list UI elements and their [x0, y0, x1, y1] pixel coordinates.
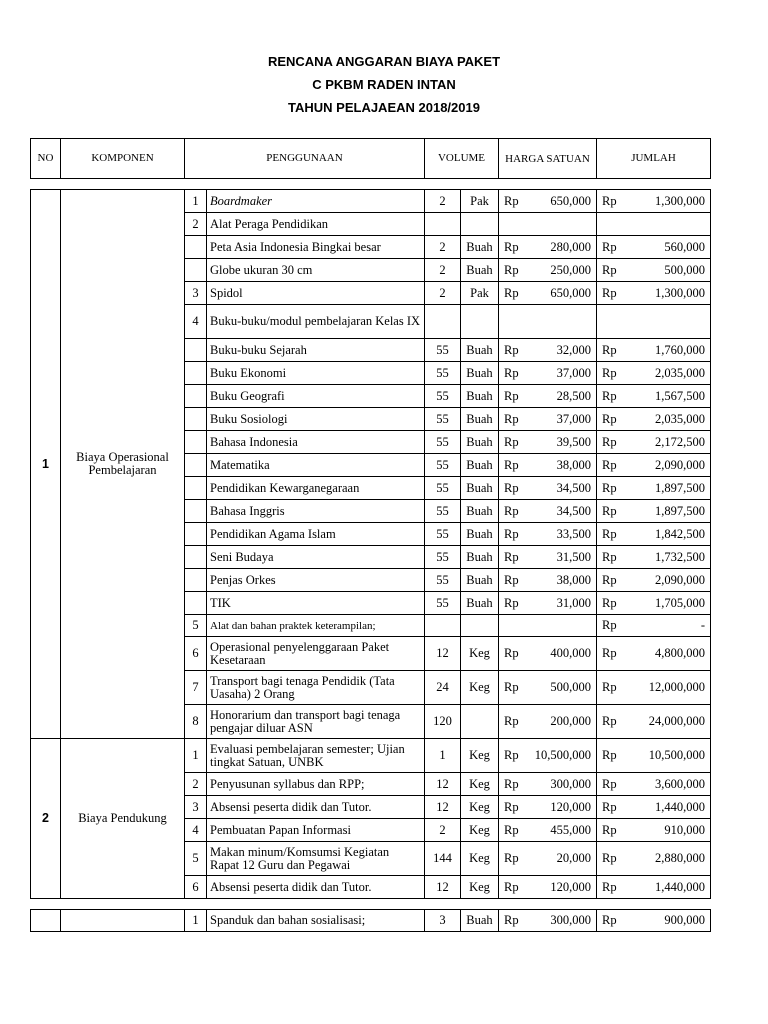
item-number: [185, 500, 207, 523]
harga-value: 300,000: [550, 776, 591, 791]
item-harga-satuan: [499, 459, 596, 472]
item-number: [185, 569, 207, 592]
currency-label: Rp: [504, 457, 519, 472]
jumlah-value: 1,440,000: [655, 799, 705, 814]
item-harga-satuan: [499, 482, 596, 495]
harga-value: 650,000: [550, 285, 591, 300]
item-jumlah: [597, 459, 710, 472]
item-description: Penjas Orkes: [207, 569, 425, 592]
item-description: Pendidikan Agama Islam: [207, 523, 425, 546]
item-description: Absensi peserta didik dan Tutor.: [207, 876, 425, 899]
group-komponen: Biaya Pendukung: [61, 739, 185, 899]
item-unit: Buah: [461, 569, 499, 592]
currency-label: Rp: [504, 526, 519, 541]
harga-value: 34,500: [556, 503, 591, 518]
budget-table: [30, 138, 711, 932]
item-jumlah: [597, 551, 710, 564]
jumlah-value: 2,880,000: [655, 851, 705, 865]
item-harga-satuan: [499, 551, 596, 564]
jumlah-value: 12,000,000: [648, 680, 705, 694]
item-description: Matematika: [207, 454, 425, 477]
table-row: [31, 190, 711, 213]
item-description: Honorarium dan transport bagi tenaga pengajar diluar ASN: [207, 705, 425, 739]
item-volume: 144: [425, 842, 461, 876]
header-penggunaan: PENGGUNAAN: [185, 139, 425, 179]
currency-label: Rp: [602, 342, 617, 357]
currency-label: Rp: [602, 388, 617, 403]
item-unit: [461, 705, 499, 739]
item-jumlah: [597, 413, 710, 426]
item-description: Transport bagi tenaga Pendidik (Tata Uasaha) 2 Orang: [207, 671, 425, 705]
harga-value: 31,000: [556, 595, 591, 610]
item-number: [185, 362, 207, 385]
currency-label: Rp: [504, 239, 519, 254]
currency-label: Rp: [504, 646, 519, 660]
item-jumlah: [597, 482, 710, 495]
item-volume: 12: [425, 796, 461, 819]
item-volume: [425, 615, 461, 637]
table-header-row: [31, 139, 711, 179]
jumlah-value: 10,500,000: [648, 748, 705, 762]
currency-label: Rp: [504, 776, 519, 791]
jumlah-value: 1,897,500: [655, 503, 705, 518]
group-number: 2: [31, 739, 61, 899]
item-description: Spanduk dan bahan sosialisasi;: [207, 910, 425, 932]
header-harga-satuan: HARGA SATUAN: [499, 139, 597, 179]
jumlah-value: 1,897,500: [655, 480, 705, 495]
group-number: [31, 910, 61, 932]
jumlah-value: 1,760,000: [655, 342, 705, 357]
item-unit: Buah: [461, 362, 499, 385]
group-komponen: Biaya Operasional Pembelajaran: [61, 190, 185, 739]
item-description: Seni Budaya: [207, 546, 425, 569]
item-description: Absensi peserta didik dan Tutor.: [207, 796, 425, 819]
currency-label: Rp: [602, 285, 617, 300]
item-jumlah: [597, 241, 710, 254]
item-jumlah: [597, 344, 710, 357]
item-unit: [461, 615, 499, 637]
harga-value: 37,000: [556, 365, 591, 380]
item-volume: 55: [425, 408, 461, 431]
item-harga-satuan: [499, 436, 596, 449]
item-jumlah: [597, 574, 710, 587]
item-volume: 120: [425, 705, 461, 739]
item-jumlah: [597, 852, 710, 865]
item-volume: 2: [425, 259, 461, 282]
item-unit: Keg: [461, 739, 499, 773]
header-komponen: KOMPONEN: [61, 139, 185, 179]
item-description: Buku Sosiologi: [207, 408, 425, 431]
item-number: 1: [185, 190, 207, 213]
item-description: Penyusunan syllabus dan RPP;: [207, 773, 425, 796]
item-jumlah: [597, 390, 710, 403]
table-row: [31, 910, 711, 932]
currency-label: Rp: [504, 503, 519, 518]
currency-label: Rp: [504, 595, 519, 610]
item-harga-satuan: [499, 505, 596, 518]
item-description: Peta Asia Indonesia Bingkai besar: [207, 236, 425, 259]
item-unit: Buah: [461, 454, 499, 477]
currency-label: Rp: [602, 851, 617, 865]
item-description: Bahasa Inggris: [207, 500, 425, 523]
currency-label: Rp: [602, 714, 617, 728]
item-harga-satuan: [499, 715, 596, 728]
harga-value: 34,500: [556, 480, 591, 495]
jumlah-value: 560,000: [664, 239, 705, 254]
currency-label: Rp: [602, 262, 617, 277]
item-unit: Buah: [461, 592, 499, 615]
item-description: Pembuatan Papan Informasi: [207, 819, 425, 842]
item-harga-satuan: [499, 801, 596, 814]
item-unit: Buah: [461, 910, 499, 932]
item-harga-satuan: [499, 287, 596, 300]
item-volume: 55: [425, 592, 461, 615]
item-harga-satuan: [499, 413, 596, 426]
item-number: 4: [185, 305, 207, 339]
item-unit: Buah: [461, 477, 499, 500]
item-volume: 55: [425, 362, 461, 385]
harga-value: 650,000: [550, 193, 591, 208]
jumlah-value: 1,842,500: [655, 526, 705, 541]
currency-label: Rp: [504, 434, 519, 449]
item-number: 5: [185, 615, 207, 637]
item-description: Globe ukuran 30 cm: [207, 259, 425, 282]
item-jumlah: [597, 914, 710, 927]
jumlah-value: 3,600,000: [655, 776, 705, 791]
jumlah-value: 1,732,500: [655, 549, 705, 564]
jumlah-value: 2,035,000: [655, 365, 705, 380]
currency-label: Rp: [504, 285, 519, 300]
item-volume: 2: [425, 819, 461, 842]
header-gap: [31, 179, 711, 190]
item-jumlah: [597, 264, 710, 277]
harga-value: 39,500: [556, 434, 591, 449]
item-number: 5: [185, 842, 207, 876]
currency-label: Rp: [602, 457, 617, 472]
item-unit: Buah: [461, 339, 499, 362]
item-number: 2: [185, 773, 207, 796]
jumlah-value: 500,000: [664, 262, 705, 277]
table-row: [31, 739, 711, 773]
item-harga-satuan: [499, 574, 596, 587]
item-unit: Pak: [461, 190, 499, 213]
item-harga-satuan: [499, 681, 596, 694]
currency-label: Rp: [504, 365, 519, 380]
item-number: [185, 236, 207, 259]
item-jumlah: [597, 647, 710, 660]
item-unit: Buah: [461, 385, 499, 408]
currency-label: Rp: [602, 748, 617, 762]
item-number: [185, 477, 207, 500]
item-harga-satuan: [499, 367, 596, 380]
item-jumlah: [597, 778, 710, 791]
jumlah-value: 2,035,000: [655, 411, 705, 426]
harga-value: 31,500: [556, 549, 591, 564]
item-jumlah: [597, 715, 710, 728]
item-harga-satuan: [499, 528, 596, 541]
currency-label: Rp: [602, 776, 617, 791]
harga-value: 33,500: [556, 526, 591, 541]
harga-value: 455,000: [550, 822, 591, 837]
jumlah-value: 1,300,000: [655, 285, 705, 300]
jumlah-value: 1,705,000: [655, 595, 705, 610]
item-number: 2: [185, 213, 207, 236]
item-number: 3: [185, 282, 207, 305]
item-unit: [461, 213, 499, 236]
item-harga-satuan: [499, 749, 596, 762]
item-volume: 55: [425, 339, 461, 362]
item-number: [185, 523, 207, 546]
harga-value: 120,000: [550, 879, 591, 894]
currency-label: Rp: [504, 680, 519, 694]
jumlah-value: 900,000: [664, 913, 705, 927]
item-jumlah: [597, 597, 710, 610]
harga-value: 38,000: [556, 572, 591, 587]
item-jumlah: [597, 801, 710, 814]
item-number: [185, 339, 207, 362]
item-description: Spidol: [207, 282, 425, 305]
currency-label: Rp: [504, 480, 519, 495]
currency-label: Rp: [504, 549, 519, 564]
currency-label: Rp: [602, 411, 617, 426]
currency-label: Rp: [504, 799, 519, 814]
item-unit: Buah: [461, 546, 499, 569]
harga-value: 32,000: [556, 342, 591, 357]
currency-label: Rp: [602, 503, 617, 518]
item-number: 6: [185, 876, 207, 899]
item-unit: Keg: [461, 671, 499, 705]
currency-label: Rp: [504, 913, 519, 927]
item-volume: 55: [425, 431, 461, 454]
item-jumlah: [597, 681, 710, 694]
item-harga-satuan: [499, 881, 596, 894]
item-volume: 12: [425, 637, 461, 671]
document-title-line1: RENCANA ANGGARAN BIAYA PAKET: [267, 54, 501, 69]
item-harga-satuan: [499, 597, 596, 610]
item-description: Makan minum/Komsumsi Kegiatan Rapat 12 Guru dan Pegawai: [207, 842, 425, 876]
item-volume: 2: [425, 190, 461, 213]
item-description: Bahasa Indonesia: [207, 431, 425, 454]
currency-label: Rp: [602, 879, 617, 894]
item-volume: 2: [425, 282, 461, 305]
item-volume: 12: [425, 876, 461, 899]
item-volume: 2: [425, 236, 461, 259]
item-number: 1: [185, 910, 207, 932]
currency-label: Rp: [602, 799, 617, 814]
item-harga-satuan: [499, 852, 596, 865]
item-description: Alat Peraga Pendidikan: [207, 213, 425, 236]
item-unit: Keg: [461, 842, 499, 876]
item-harga-satuan: [499, 824, 596, 837]
item-unit: Keg: [461, 819, 499, 842]
item-number: 6: [185, 637, 207, 671]
currency-label: Rp: [504, 262, 519, 277]
header-jumlah: JUMLAH: [597, 139, 711, 179]
header-volume: VOLUME: [425, 139, 499, 179]
currency-label: Rp: [602, 595, 617, 610]
currency-label: Rp: [602, 572, 617, 587]
header-no: NO: [31, 139, 61, 179]
item-volume: 3: [425, 910, 461, 932]
jumlah-value: 2,172,500: [655, 434, 705, 449]
jumlah-value: 2,090,000: [655, 457, 705, 472]
currency-label: Rp: [602, 480, 617, 495]
currency-label: Rp: [504, 822, 519, 837]
currency-label: Rp: [504, 411, 519, 426]
harga-value: 38,000: [556, 457, 591, 472]
item-volume: 55: [425, 500, 461, 523]
item-jumlah: [597, 881, 710, 894]
item-number: [185, 259, 207, 282]
jumlah-value: 24,000,000: [648, 714, 705, 728]
item-unit: Buah: [461, 236, 499, 259]
item-unit: Buah: [461, 500, 499, 523]
currency-label: Rp: [602, 680, 617, 694]
item-description: Operasional penyelenggaraan Paket Kesetaraan: [207, 637, 425, 671]
currency-label: Rp: [602, 618, 617, 632]
jumlah-value: 4,800,000: [655, 646, 705, 660]
item-harga-satuan: [499, 195, 596, 208]
item-number: [185, 546, 207, 569]
harga-value: 28,500: [556, 388, 591, 403]
currency-label: Rp: [602, 239, 617, 254]
item-jumlah: [597, 528, 710, 541]
item-harga-satuan: [499, 914, 596, 927]
item-jumlah: [597, 287, 710, 300]
item-description: Boardmaker: [207, 190, 425, 213]
jumlah-value: -: [700, 618, 705, 632]
item-number: [185, 408, 207, 431]
harga-value: 300,000: [550, 913, 591, 927]
item-description: Evaluasi pembelajaran semester; Ujian tingkat Satuan, UNBK: [207, 739, 425, 773]
item-harga-satuan: [499, 778, 596, 791]
currency-label: Rp: [504, 342, 519, 357]
item-jumlah: [597, 436, 710, 449]
currency-label: Rp: [602, 822, 617, 837]
item-number: [185, 385, 207, 408]
currency-label: Rp: [602, 365, 617, 380]
item-description: Buku-buku/modul pembelajaran Kelas IX: [207, 305, 425, 339]
item-unit: Pak: [461, 282, 499, 305]
item-number: 3: [185, 796, 207, 819]
item-description: TIK: [207, 592, 425, 615]
harga-value: 500,000: [550, 680, 591, 694]
item-volume: 12: [425, 773, 461, 796]
group-gap: [31, 899, 711, 910]
item-unit: Buah: [461, 408, 499, 431]
item-description: Pendidikan Kewarganegaraan: [207, 477, 425, 500]
currency-label: Rp: [602, 193, 617, 208]
harga-value: 10,500,000: [534, 748, 591, 762]
currency-label: Rp: [602, 646, 617, 660]
harga-value: 37,000: [556, 411, 591, 426]
item-description: Buku Ekonomi: [207, 362, 425, 385]
item-volume: [425, 213, 461, 236]
item-unit: Keg: [461, 796, 499, 819]
item-harga-satuan: [499, 390, 596, 403]
table-body: [31, 190, 711, 932]
item-volume: 55: [425, 569, 461, 592]
item-number: 7: [185, 671, 207, 705]
item-number: 8: [185, 705, 207, 739]
item-volume: 55: [425, 546, 461, 569]
group-komponen: [61, 910, 185, 932]
item-volume: 55: [425, 477, 461, 500]
document-title-line2: C PKBM RADEN INTAN: [312, 77, 456, 92]
item-jumlah: [597, 195, 710, 208]
currency-label: Rp: [602, 434, 617, 449]
item-unit: Keg: [461, 773, 499, 796]
item-unit: [461, 305, 499, 339]
item-jumlah: [597, 619, 710, 632]
item-description: Buku Geografi: [207, 385, 425, 408]
item-unit: Keg: [461, 876, 499, 899]
item-harga-satuan: [499, 647, 596, 660]
item-harga-satuan: [499, 241, 596, 254]
currency-label: Rp: [504, 388, 519, 403]
currency-label: Rp: [504, 714, 519, 728]
currency-label: Rp: [504, 572, 519, 587]
item-unit: Keg: [461, 637, 499, 671]
harga-value: 120,000: [550, 799, 591, 814]
item-unit: Buah: [461, 523, 499, 546]
item-harga-satuan: [499, 344, 596, 357]
harga-value: 280,000: [550, 239, 591, 254]
item-volume: 55: [425, 454, 461, 477]
item-volume: 24: [425, 671, 461, 705]
item-jumlah: [597, 824, 710, 837]
jumlah-value: 1,567,500: [655, 388, 705, 403]
currency-label: Rp: [504, 748, 519, 762]
currency-label: Rp: [602, 526, 617, 541]
harga-value: 20,000: [556, 851, 591, 865]
item-number: 1: [185, 739, 207, 773]
item-number: [185, 431, 207, 454]
jumlah-value: 1,440,000: [655, 879, 705, 894]
item-number: [185, 592, 207, 615]
item-description: Alat dan bahan praktek keterampilan;: [207, 615, 425, 637]
currency-label: Rp: [602, 913, 617, 927]
item-jumlah: [597, 367, 710, 380]
item-volume: 1: [425, 739, 461, 773]
currency-label: Rp: [504, 193, 519, 208]
harga-value: 400,000: [550, 646, 591, 660]
item-jumlah: [597, 505, 710, 518]
item-unit: Buah: [461, 259, 499, 282]
item-unit: Buah: [461, 431, 499, 454]
document-title-line3: TAHUN PELAJAEAN 2018/2019: [288, 100, 480, 115]
item-volume: 55: [425, 385, 461, 408]
item-volume: [425, 305, 461, 339]
item-number: 4: [185, 819, 207, 842]
item-volume: 55: [425, 523, 461, 546]
harga-value: 250,000: [550, 262, 591, 277]
jumlah-value: 1,300,000: [655, 193, 705, 208]
jumlah-value: 2,090,000: [655, 572, 705, 587]
item-jumlah: [597, 749, 710, 762]
currency-label: Rp: [504, 851, 519, 865]
item-harga-satuan: [499, 264, 596, 277]
item-number: [185, 454, 207, 477]
currency-label: Rp: [602, 549, 617, 564]
group-number: 1: [31, 190, 61, 739]
harga-value: 200,000: [550, 714, 591, 728]
currency-label: Rp: [504, 879, 519, 894]
jumlah-value: 910,000: [664, 822, 705, 837]
item-description: Buku-buku Sejarah: [207, 339, 425, 362]
